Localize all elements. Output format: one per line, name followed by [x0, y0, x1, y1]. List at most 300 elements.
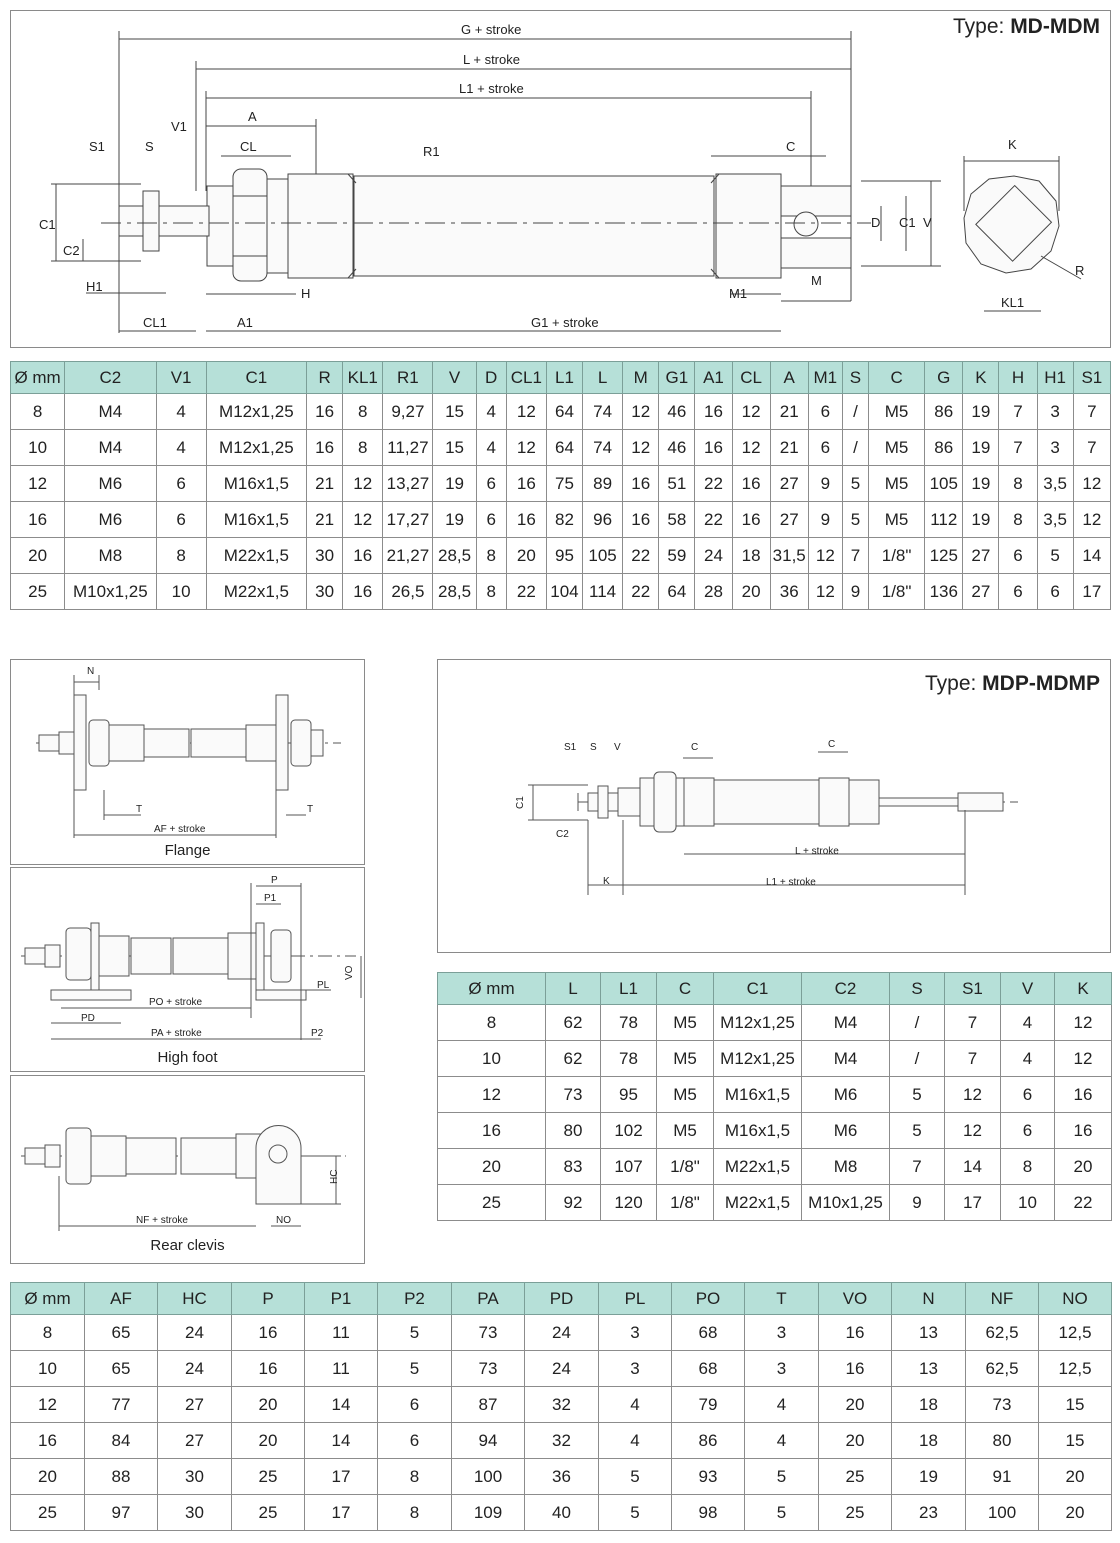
table-cell: 125: [925, 538, 963, 574]
table-cell: M5: [657, 1113, 714, 1149]
table-cell: 18: [732, 538, 770, 574]
column-header: V: [433, 362, 476, 394]
rear-clevis-drawing-panel: [10, 1075, 365, 1264]
table-cell: M22x1,5: [206, 574, 306, 610]
table-cell: 24: [525, 1315, 599, 1351]
table-body: [438, 1005, 1112, 1221]
table-cell: 8: [11, 1315, 85, 1351]
table-cell: 19: [963, 394, 999, 430]
table-cell: 1/8": [868, 538, 924, 574]
table-cell: 22: [695, 502, 732, 538]
column-header: M: [623, 362, 659, 394]
table-cell: 24: [158, 1351, 232, 1387]
dim-c1-right: C1: [899, 215, 916, 230]
table-row: [11, 466, 1111, 502]
table-cell: 12: [343, 502, 383, 538]
table-cell: 6: [476, 502, 506, 538]
column-header: L: [583, 362, 623, 394]
table-cell: 20: [438, 1149, 546, 1185]
column-header: K: [1055, 973, 1112, 1005]
high-foot-dim-pa: PA + stroke: [151, 1028, 202, 1039]
table-header-row: [438, 973, 1112, 1005]
table-cell: 25: [438, 1185, 546, 1221]
table-cell: 16: [343, 574, 383, 610]
table-cell: 19: [963, 466, 999, 502]
dim-m: M: [811, 273, 822, 288]
table-cell: 15: [433, 430, 476, 466]
table-cell: 7: [1073, 430, 1110, 466]
table-cell: 4: [476, 394, 506, 430]
dim-c: C: [786, 139, 796, 154]
column-header: H1: [1037, 362, 1073, 394]
mdp-dim-c1: C1: [515, 796, 526, 809]
table-cell: 5: [599, 1459, 672, 1495]
table-cell: 74: [583, 430, 623, 466]
table-cell: 3: [745, 1315, 819, 1351]
column-header: C: [657, 973, 714, 1005]
table-cell: 8: [378, 1495, 452, 1531]
table-cell: 75: [546, 466, 582, 502]
dim-r1: R1: [423, 144, 440, 159]
table-cell: 12: [1055, 1005, 1112, 1041]
table-cell: 64: [546, 394, 582, 430]
flange-drawing-panel: [10, 659, 365, 865]
table-cell: 20: [1039, 1495, 1112, 1531]
table-cell: 16: [232, 1351, 305, 1387]
table-cell: 5: [378, 1315, 452, 1351]
table-cell: 6: [999, 574, 1037, 610]
table-cell: 17: [1073, 574, 1110, 610]
table-row: [11, 1495, 1112, 1531]
dim-kl1: KL1: [1001, 295, 1025, 310]
table-header: [438, 973, 1112, 1005]
table-cell: 16: [1055, 1077, 1112, 1113]
column-header: V1: [156, 362, 206, 394]
table-cell: 5: [890, 1113, 945, 1149]
dim-g-stroke: G + stroke: [461, 22, 522, 37]
column-header: P: [232, 1283, 305, 1315]
table-cell: M5: [657, 1077, 714, 1113]
table-row: [438, 1185, 1112, 1221]
table-cell: 12: [343, 466, 383, 502]
table-cell: 8: [343, 430, 383, 466]
table-cell: M6: [65, 502, 156, 538]
table-cell: 15: [433, 394, 476, 430]
table-cell: 36: [770, 574, 808, 610]
table-cell: 31,5: [770, 538, 808, 574]
table-cell: 73: [546, 1077, 601, 1113]
table-header-row: [11, 362, 1111, 394]
high-foot-drawing-panel: [10, 867, 365, 1072]
table-cell: 10: [438, 1041, 546, 1077]
table-cell: 3: [599, 1351, 672, 1387]
table-header: [11, 362, 1111, 394]
column-header: L: [546, 973, 601, 1005]
table-cell: 105: [583, 538, 623, 574]
column-header: S: [842, 362, 868, 394]
table-cell: 9: [808, 466, 842, 502]
md-mdm-type-title: Type: MD-MDM: [952, 15, 1100, 38]
table-cell: 12: [732, 394, 770, 430]
table-cell: M5: [868, 502, 924, 538]
dim-l1-stroke: L1 + stroke: [459, 81, 524, 96]
table-cell: 18: [892, 1423, 966, 1459]
table-cell: 105: [925, 466, 963, 502]
table-cell: 22: [695, 466, 732, 502]
table-cell: 86: [672, 1423, 745, 1459]
table-cell: 30: [158, 1495, 232, 1531]
flange-dim-t: T: [136, 804, 143, 815]
table-cell: M12x1,25: [206, 394, 306, 430]
high-foot-dim-vo: VO: [344, 965, 355, 980]
table-cell: 25: [232, 1495, 305, 1531]
table-cell: 7: [999, 430, 1037, 466]
table-cell: 11: [305, 1351, 378, 1387]
table-cell: 84: [85, 1423, 158, 1459]
table-cell: 10: [156, 574, 206, 610]
table-cell: 80: [546, 1113, 601, 1149]
table-cell: 7: [945, 1041, 1001, 1077]
table-cell: M4: [802, 1005, 890, 1041]
md-mdm-dimension-table: [10, 361, 1111, 610]
table-cell: 114: [583, 574, 623, 610]
table-cell: 4: [599, 1387, 672, 1423]
table-cell: 100: [966, 1495, 1039, 1531]
table-cell: 40: [525, 1495, 599, 1531]
mdp-dim-v: V: [614, 742, 621, 753]
table-cell: 20: [232, 1423, 305, 1459]
table-cell: 28: [695, 574, 732, 610]
table-cell: 16: [11, 502, 65, 538]
table-row: [11, 394, 1111, 430]
mdp-dim-c-right: C: [828, 739, 836, 750]
table-cell: 28,5: [433, 538, 476, 574]
table-cell: 27: [770, 502, 808, 538]
table-cell: 16: [506, 502, 546, 538]
dim-d: D: [871, 215, 881, 230]
table-cell: 93: [672, 1459, 745, 1495]
table-cell: M22x1,5: [206, 538, 306, 574]
table-cell: 16: [732, 466, 770, 502]
table-cell: 5: [842, 502, 868, 538]
table-cell: 9: [890, 1185, 945, 1221]
table-cell: 16: [819, 1315, 892, 1351]
table-cell: 23: [892, 1495, 966, 1531]
table-cell: 16: [506, 466, 546, 502]
table-cell: 1/8": [657, 1149, 714, 1185]
mdp-dim-l1: L1 + stroke: [766, 877, 816, 888]
dim-s1: S1: [89, 139, 105, 154]
column-header: CL: [732, 362, 770, 394]
table-cell: 22: [506, 574, 546, 610]
table-cell: 6: [1001, 1113, 1055, 1149]
table-cell: 92: [546, 1185, 601, 1221]
table-cell: 73: [452, 1315, 525, 1351]
table-cell: 25: [232, 1459, 305, 1495]
dim-h1: H1: [86, 279, 103, 294]
table-cell: 86: [925, 430, 963, 466]
dim-c1: C1: [39, 217, 56, 232]
table-cell: 8: [378, 1459, 452, 1495]
table-cell: 9,27: [383, 394, 433, 430]
table-cell: 82: [546, 502, 582, 538]
mdp-mdmp-type-name: MDP-MDMP: [982, 672, 1100, 695]
column-header: C1: [714, 973, 802, 1005]
table-cell: 20: [11, 1459, 85, 1495]
table-cell: /: [890, 1005, 945, 1041]
table-cell: 95: [546, 538, 582, 574]
column-header: A: [770, 362, 808, 394]
column-header: S1: [945, 973, 1001, 1005]
rear-clevis-dim-nf: NF + stroke: [136, 1215, 188, 1226]
column-header: PL: [599, 1283, 672, 1315]
table-cell: 7: [1073, 394, 1110, 430]
table-cell: 20: [1055, 1149, 1112, 1185]
column-header: V: [1001, 973, 1055, 1005]
table-cell: 46: [659, 394, 695, 430]
table-cell: 59: [659, 538, 695, 574]
table-cell: 17: [305, 1459, 378, 1495]
table-cell: 9: [808, 502, 842, 538]
table-cell: 136: [925, 574, 963, 610]
table-cell: /: [842, 394, 868, 430]
table-cell: 51: [659, 466, 695, 502]
mdp-dim-c2: C2: [556, 829, 569, 840]
table-cell: 6: [1001, 1077, 1055, 1113]
table-cell: 14: [305, 1387, 378, 1423]
column-header: C2: [65, 362, 156, 394]
table-cell: 21,27: [383, 538, 433, 574]
table-cell: 27: [158, 1387, 232, 1423]
table-row: [11, 1315, 1112, 1351]
table-cell: 65: [85, 1315, 158, 1351]
table-cell: 112: [925, 502, 963, 538]
table-cell: M5: [657, 1041, 714, 1077]
table-cell: 14: [945, 1149, 1001, 1185]
table-cell: 109: [452, 1495, 525, 1531]
table-cell: 5: [842, 466, 868, 502]
dim-cl: CL: [240, 139, 257, 154]
table-cell: 5: [599, 1495, 672, 1531]
flange-dim-af: AF + stroke: [154, 824, 206, 835]
table-cell: 104: [546, 574, 582, 610]
mdp-mdmp-dimension-table: [437, 972, 1112, 1221]
table-cell: 19: [963, 502, 999, 538]
table-row: [11, 1459, 1112, 1495]
table-cell: 8: [999, 466, 1037, 502]
column-header: G1: [659, 362, 695, 394]
table-cell: 30: [307, 574, 343, 610]
table-cell: /: [842, 430, 868, 466]
table-cell: 3: [1037, 430, 1073, 466]
table-cell: 58: [659, 502, 695, 538]
table-cell: M6: [65, 466, 156, 502]
table-row: [438, 1077, 1112, 1113]
flange-caption: Flange: [164, 842, 211, 859]
table-cell: 19: [433, 466, 476, 502]
table-cell: M10x1,25: [802, 1185, 890, 1221]
table-cell: 17: [305, 1495, 378, 1531]
column-header: L1: [601, 973, 657, 1005]
table-row: [11, 1387, 1112, 1423]
table-cell: M5: [868, 394, 924, 430]
table-cell: 19: [892, 1459, 966, 1495]
table-cell: 16: [1055, 1113, 1112, 1149]
table-cell: 8: [476, 574, 506, 610]
table-cell: 6: [378, 1387, 452, 1423]
mdp-dim-k: K: [603, 876, 610, 887]
high-foot-dim-po: PO + stroke: [149, 997, 203, 1008]
column-header: PO: [672, 1283, 745, 1315]
table-cell: 21: [307, 466, 343, 502]
table-cell: 7: [999, 394, 1037, 430]
column-header: T: [745, 1283, 819, 1315]
table-cell: 25: [819, 1495, 892, 1531]
column-header: K: [963, 362, 999, 394]
column-header: CL1: [506, 362, 546, 394]
table-cell: 13: [892, 1315, 966, 1351]
table-cell: 27: [158, 1423, 232, 1459]
dim-cl1: CL1: [143, 315, 167, 330]
table-row: [11, 1351, 1112, 1387]
column-header: PA: [452, 1283, 525, 1315]
table-cell: 8: [11, 394, 65, 430]
table-cell: 20: [1039, 1459, 1112, 1495]
mounting-dimension-table: [10, 1282, 1112, 1531]
table-cell: 14: [305, 1423, 378, 1459]
table-cell: 1/8": [868, 574, 924, 610]
mdp-mdmp-type-title: Type: MDP-MDMP: [924, 672, 1100, 695]
table-cell: 86: [925, 394, 963, 430]
table-cell: 102: [601, 1113, 657, 1149]
table-cell: M5: [868, 466, 924, 502]
table-cell: 6: [1037, 574, 1073, 610]
table-cell: 74: [583, 394, 623, 430]
high-foot-dim-pl: PL: [317, 980, 330, 991]
table-cell: 62,5: [966, 1351, 1039, 1387]
column-header: R1: [383, 362, 433, 394]
table-cell: 20: [732, 574, 770, 610]
column-header: R: [307, 362, 343, 394]
column-header: KL1: [343, 362, 383, 394]
table-cell: 4: [476, 430, 506, 466]
column-header: D: [476, 362, 506, 394]
table-cell: 6: [156, 502, 206, 538]
column-header: Ø mm: [438, 973, 546, 1005]
table-cell: 10: [1001, 1185, 1055, 1221]
table-cell: 16: [343, 538, 383, 574]
table-cell: 16: [819, 1351, 892, 1387]
table-cell: 22: [623, 538, 659, 574]
table-cell: 7: [890, 1149, 945, 1185]
table-cell: 12,5: [1039, 1315, 1112, 1351]
table-cell: 73: [452, 1351, 525, 1387]
table-cell: 16: [732, 502, 770, 538]
table-cell: 25: [11, 574, 65, 610]
table-cell: 16: [695, 394, 732, 430]
table-cell: 78: [601, 1005, 657, 1041]
rear-clevis-dim-no: NO: [276, 1215, 291, 1226]
column-header: PD: [525, 1283, 599, 1315]
table-row: [438, 1113, 1112, 1149]
table-cell: 26,5: [383, 574, 433, 610]
table-cell: 21: [770, 394, 808, 430]
table-cell: 91: [966, 1459, 1039, 1495]
table-cell: 6: [999, 538, 1037, 574]
table-cell: 4: [599, 1423, 672, 1459]
table-cell: 16: [232, 1315, 305, 1351]
table-cell: 8: [1001, 1149, 1055, 1185]
column-header: C: [868, 362, 924, 394]
table-cell: 78: [601, 1041, 657, 1077]
column-header: HC: [158, 1283, 232, 1315]
table-cell: M22x1,5: [714, 1185, 802, 1221]
table-row: [438, 1041, 1112, 1077]
table-cell: 3,5: [1037, 502, 1073, 538]
table-cell: 6: [156, 466, 206, 502]
table-cell: 62,5: [966, 1315, 1039, 1351]
table-cell: M4: [65, 394, 156, 430]
table-cell: 3,5: [1037, 466, 1073, 502]
table-cell: 8: [156, 538, 206, 574]
table-cell: 8: [343, 394, 383, 430]
table-cell: 120: [601, 1185, 657, 1221]
high-foot-dim-pd: PD: [81, 1013, 95, 1024]
table-cell: 3: [745, 1351, 819, 1387]
rear-clevis-dim-hc: HC: [329, 1169, 340, 1184]
table-row: [438, 1149, 1112, 1185]
table-cell: 12,5: [1039, 1351, 1112, 1387]
table-cell: 94: [452, 1423, 525, 1459]
table-cell: M12x1,25: [714, 1005, 802, 1041]
table-cell: 36: [525, 1459, 599, 1495]
table-cell: M5: [868, 430, 924, 466]
table-cell: 30: [158, 1459, 232, 1495]
column-header: S1: [1073, 362, 1110, 394]
md-mdm-drawing-panel: [10, 10, 1111, 348]
table-row: [11, 538, 1111, 574]
table-cell: 79: [672, 1387, 745, 1423]
table-cell: 11: [305, 1315, 378, 1351]
column-header: NF: [966, 1283, 1039, 1315]
table-cell: 83: [546, 1149, 601, 1185]
table-cell: 11,27: [383, 430, 433, 466]
table-cell: 24: [525, 1351, 599, 1387]
table-cell: 19: [433, 502, 476, 538]
table-cell: M10x1,25: [65, 574, 156, 610]
column-header: C1: [206, 362, 306, 394]
table-cell: 68: [672, 1315, 745, 1351]
table-body: [11, 1315, 1112, 1531]
table-cell: 107: [601, 1149, 657, 1185]
column-header: P2: [378, 1283, 452, 1315]
table-cell: 46: [659, 430, 695, 466]
table-cell: 19: [963, 430, 999, 466]
table-cell: 6: [808, 430, 842, 466]
table-cell: 24: [695, 538, 732, 574]
md-mdm-type-name: MD-MDM: [1010, 15, 1100, 38]
flange-dim-t2: T: [307, 804, 314, 815]
table-cell: 12: [438, 1077, 546, 1113]
table-cell: 22: [623, 574, 659, 610]
table-cell: M4: [65, 430, 156, 466]
mdp-mdmp-drawing-panel: [437, 659, 1111, 953]
table-cell: 89: [583, 466, 623, 502]
md-mdm-technical-drawing: [11, 11, 1112, 349]
table-cell: M4: [802, 1041, 890, 1077]
table-cell: 16: [695, 430, 732, 466]
table-cell: 5: [378, 1351, 452, 1387]
